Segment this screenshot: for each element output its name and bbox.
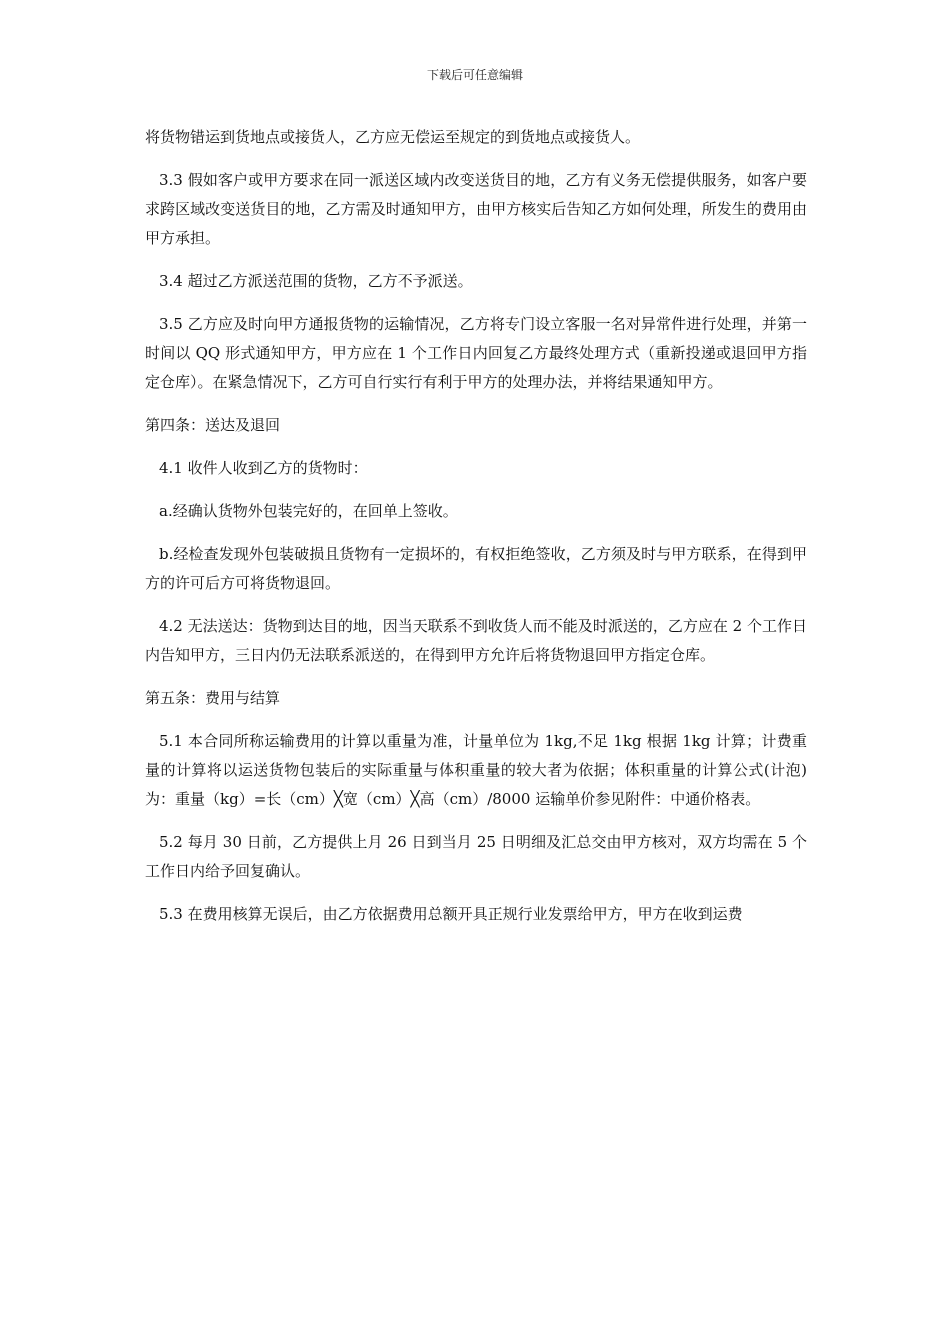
clause-4-2: 4.2 无法送达：货物到达目的地，因当天联系不到收货人而不能及时派送的，乙方应在 2 个工作日内告知甲方，三日内仍无法联系派送的，在得到甲方允许后将货物退回甲方指定仓库。 xyxy=(145,617,807,664)
clause-4-1: 4.1 收件人收到乙方的货物时： xyxy=(159,459,368,477)
article-5-heading: 第五条：费用与结算 xyxy=(145,689,281,707)
clause-4-1-b: b.经检查发现外包装破损且货物有一定损坏的，有权拒绝签收，乙方须及时与甲方联系，在得到甲方的许可后方可将货物退回。 xyxy=(145,545,807,592)
clause-3-3: 3.3 假如客户或甲方要求在同一派送区域内改变送货目的地，乙方有义务无偿提供服务，如客户要求跨区域改变送货目的地，乙方需及时通知甲方，由甲方核实后告知乙方如何处理，所发生的费用由甲方承担。 xyxy=(145,171,807,247)
clause-3-4: 3.4 超过乙方派送范围的货物，乙方不予派送。 xyxy=(159,272,473,290)
document-body xyxy=(145,123,807,943)
clause-5-2: 5.2 每月 30 日前，乙方提供上月 26 日到当月 25 日明细及汇总交由甲方核对，双方均需在 5 个工作日内给予回复确认。 xyxy=(145,833,807,880)
clause-5-1: 5.1 本合同所称运输费用的计算以重量为准，计量单位为 1kg,不足 1kg 根据 1kg 计算；计费重量的计算将以运送货物包装后的实际重量与体积重量的较大者为依据；体积重量的计算公式(计泡)为：重量（kg）=长（cm）╳宽（cm）╳高（cm）/8000 运输单价参见附件：中通价格表。 xyxy=(145,732,807,808)
clause-4-1-a: a.经确认货物外包装完好的，在回单上签收。 xyxy=(159,502,458,520)
clause-3-5: 3.5 乙方应及时向甲方通报货物的运输情况，乙方将专门设立客服一名对异常件进行处理，并第一时间以 QQ 形式通知甲方，甲方应在 1 个工作日内回复乙方最终处理方式（重新投递或退回甲方指定仓库）。在紧急情况下，乙方可自行实行有利于甲方的处理办法，并将结果通知甲方。 xyxy=(145,315,807,391)
clause-5-3: 5.3 在费用核算无误后，由乙方依据费用总额开具正规行业发票给甲方，甲方在收到运费 xyxy=(159,905,743,923)
paragraph-continuation: 将货物错运到货地点或接货人，乙方应无偿运至规定的到货地点或接货人。 xyxy=(145,128,641,146)
article-4-heading: 第四条：送达及退回 xyxy=(145,416,281,434)
header-note: 下载后可任意编辑 xyxy=(426,68,523,82)
